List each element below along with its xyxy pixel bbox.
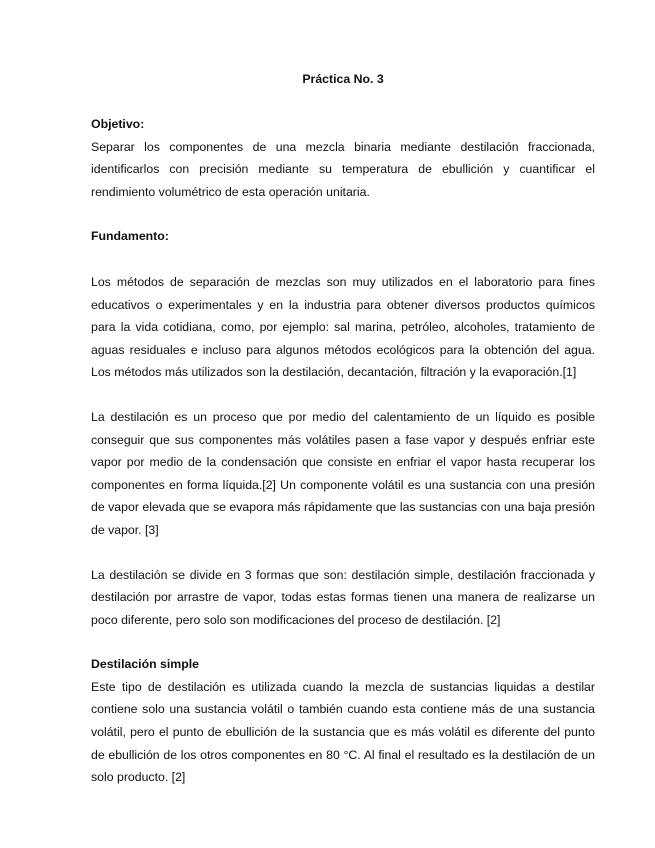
fundamento-paragraph-1: Los métodos de separación de mezclas son muy utilizados en el laboratorio para fines educativos o experimentales y en la industria para obtener diversos productos químicos para la vida cotidiana, como, por ejemplo: sal marina, petróleo, alcoholes, tratamiento de aguas residuales e incluso para algunos métodos ecológicos para la obtención del agua. Los métodos más utilizados son la destilación, decantación, filtración y la evaporación.[1] bbox=[91, 274, 595, 380]
fundamento-paragraph-2: La destilación es un proceso que por medio del calentamiento de un líquido es posible conseguir que sus componentes más volátiles pasen a fase vapor y después enfriar este vapor por medio de la condensación que consiste en enfriar el vapor hasta recuperar los componentes en forma líquida.[2] Un componente volátil es una sustancia con una presión de vapor elevada que se evapora más rápidamente que las sustancias con una baja presión de vapor. [3] bbox=[91, 409, 595, 537]
spacer bbox=[91, 203, 595, 225]
destilacion-simple-paragraph: Este tipo de destilación es utilizada cuando la mezcla de sustancias liquidas a destilar contiene solo una sustancia volátil o también cuando esta contiene más de una sustancia volátil, pero el punto de ebullición de la sustancia que es más volátil es diferente del punto de ebullición de los otros componentes en 80 °C. Al final el resultado es la destilación de un solo producto. [2] bbox=[91, 679, 595, 785]
objetivo-paragraph: Separar los componentes de una mezcla binaria mediante destilación fraccionada, identificarlos con precisión mediante su temperatura de ebullición y cuantificar el rendimiento volumétrico de esta operación unitaria. bbox=[91, 139, 595, 199]
section-destilacion-simple bbox=[91, 653, 595, 789]
spacer bbox=[91, 248, 595, 271]
document-body bbox=[91, 68, 595, 789]
spacer bbox=[91, 631, 595, 653]
spacer bbox=[91, 91, 595, 113]
page-title: Práctica No. 3 bbox=[302, 72, 384, 86]
destilacion-simple-heading: Destilación simple bbox=[91, 657, 199, 672]
section-objetivo bbox=[91, 113, 595, 203]
fundamento-heading: Fundamento: bbox=[91, 229, 169, 244]
objetivo-heading: Objetivo: bbox=[91, 117, 145, 131]
spacer bbox=[91, 542, 595, 564]
spacer bbox=[91, 384, 595, 406]
section-fundamento bbox=[91, 225, 595, 631]
fundamento-paragraph-3: La destilación se divide en 3 formas que son: destilación simple, destilación fraccionada y destilación por arrastre de vapor, todas estas formas tienen una manera de realizarse un poco diferente, pero solo son modificaciones del proceso de destilación. [2] bbox=[91, 567, 595, 627]
